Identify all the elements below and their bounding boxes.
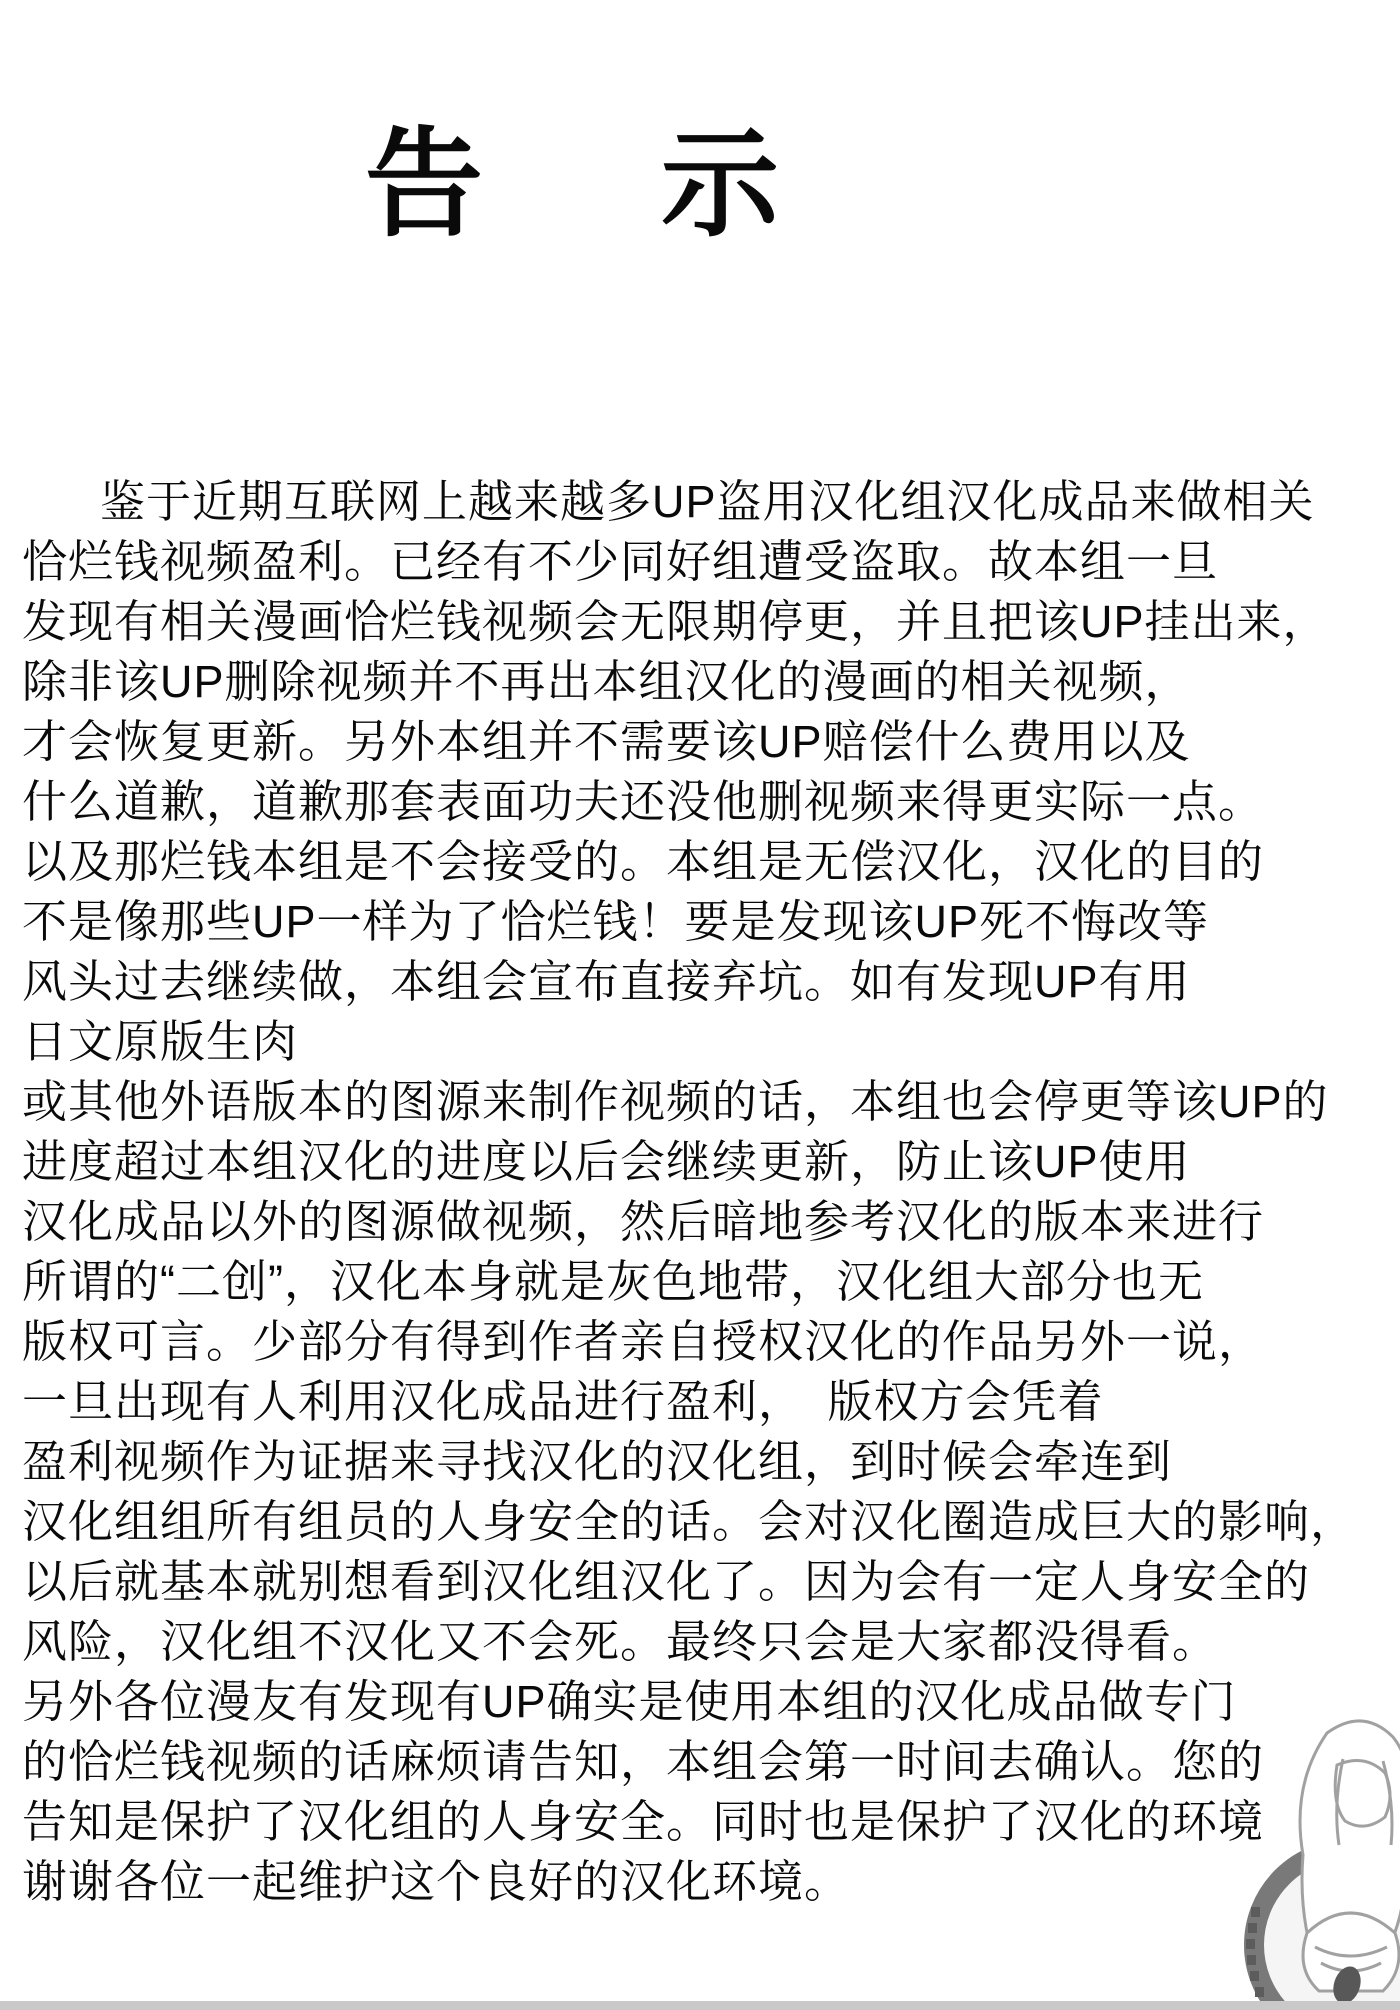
- notice-line: 版权可言。少部分有得到作者亲自授权汉化的作品另外一说，: [22, 1316, 1265, 1367]
- notice-line: 才会恢复更新。另外本组并不需要该UP赔偿什么费用以及: [22, 716, 1191, 767]
- notice-line: 鉴于近期互联网上越来越多UP盗用汉化组汉化成品来做相关: [100, 476, 1315, 527]
- notice-line: 以及那烂钱本组是不会接受的。本组是无偿汉化，汉化的目的: [22, 836, 1265, 887]
- notice-body: [22, 472, 1394, 1912]
- notice-line: 告知是保护了汉化组的人身安全。同时也是保护了汉化的环境: [22, 1796, 1265, 1847]
- notice-line: 汉化成品以外的图源做视频，然后暗地参考汉化的版本来进行: [22, 1196, 1265, 1247]
- notice-line: 所谓的“二创”，汉化本身就是灰色地带，汉化组大部分也无: [22, 1256, 1204, 1307]
- notice-line: 一旦出现有人利用汉化成品进行盈利， 版权方会凭着: [22, 1376, 1104, 1427]
- notice-line: 什么道歉，道歉那套表面功夫还没他删视频来得更实际一点。: [22, 776, 1265, 827]
- notice-line: 以后就基本就别想看到汉化组汉化了。因为会有一定人身安全的: [22, 1556, 1311, 1607]
- notice-line: 风险，汉化组不汉化又不会死。最终只会是大家都没得看。: [22, 1616, 1219, 1667]
- notice-line: 谢谢各位一起维护这个良好的汉化环境。: [22, 1856, 851, 1907]
- notice-line: 盈利视频作为证据来寻找汉化的汉化组，到时候会牵连到: [22, 1436, 1173, 1487]
- page-title: [365, 121, 779, 251]
- title-char-right: 示: [661, 119, 780, 252]
- notice-line: 的恰烂钱视频的话麻烦请告知，本组会第一时间去确认。您的: [22, 1736, 1265, 1787]
- title-char-left: 告: [365, 119, 484, 252]
- notice-line: 另外各位漫友有发现有UP确实是使用本组的汉化成品做专门: [22, 1676, 1237, 1727]
- notice-line: 发现有相关漫画恰烂钱视频会无限期停更，并且把该UP挂出来，: [22, 596, 1329, 647]
- notice-line: 恰烂钱视频盈利。已经有不少同好组遭受盗取。故本组一旦: [22, 536, 1219, 587]
- notice-line: 汉化组组所有组员的人身安全的话。会对汉化圈造成巨大的影响，: [22, 1496, 1357, 1547]
- bottom-edge-artifact: [0, 2001, 1400, 2010]
- notice-line: 进度超过本组汉化的进度以后会继续更新，防止该UP使用: [22, 1136, 1191, 1187]
- notice-line: 或其他外语版本的图源来制作视频的话，本组也会停更等该UP的: [22, 1076, 1329, 1127]
- notice-line: 风头过去继续做，本组会宣布直接弃坑。如有发现UP有用: [22, 956, 1191, 1007]
- notice-line: 日文原版生肉: [22, 1016, 299, 1067]
- notice-line: 除非该UP删除视频并不再出本组汉化的漫画的相关视频，: [22, 656, 1191, 707]
- notice-line: 不是像那些UP一样为了恰烂钱！要是发现该UP死不悔改等: [22, 896, 1210, 947]
